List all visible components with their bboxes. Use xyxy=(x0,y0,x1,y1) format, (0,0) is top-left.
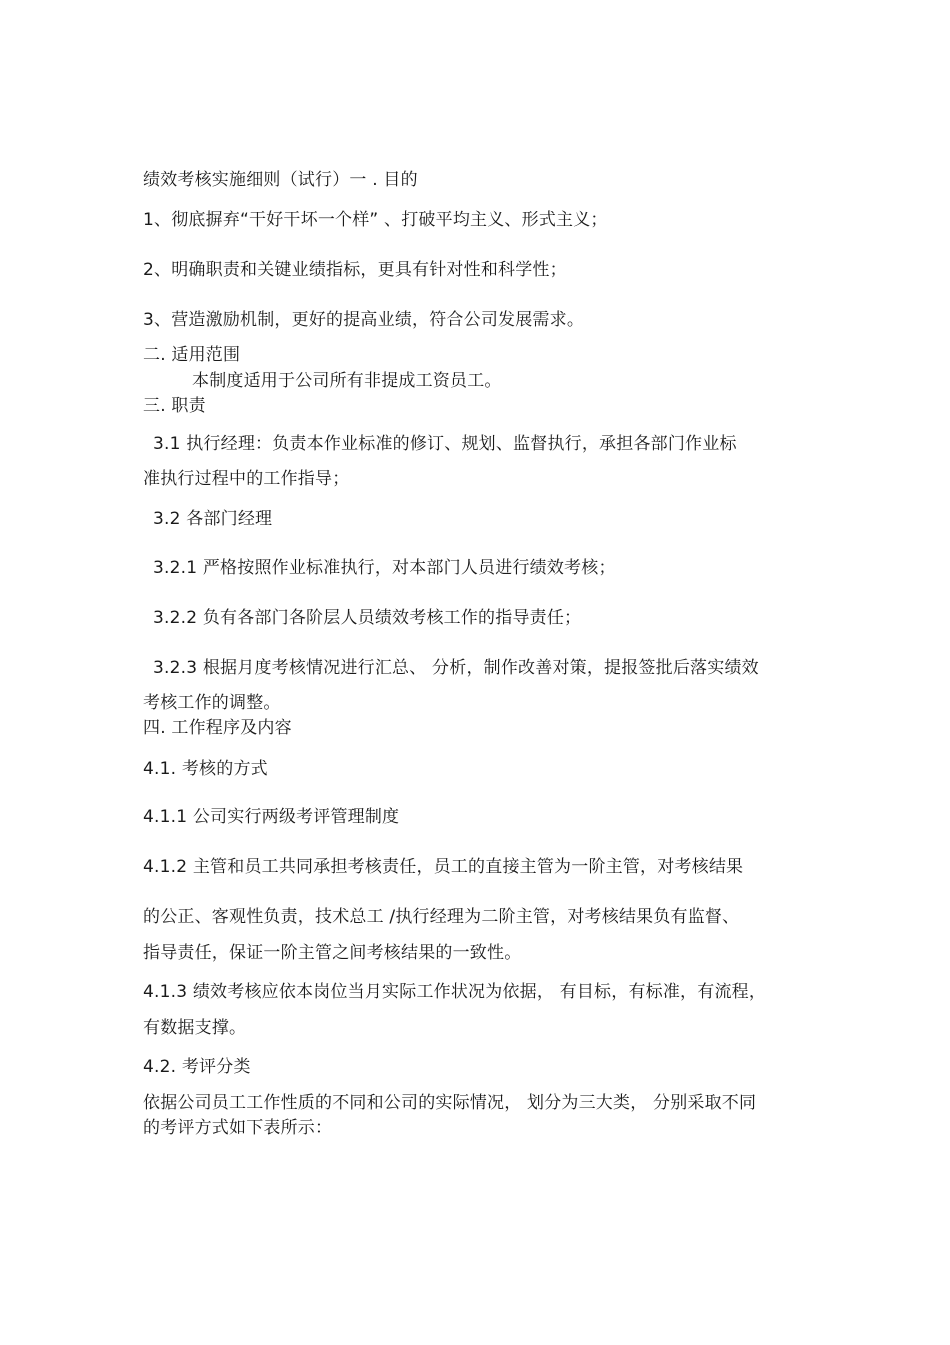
section-4-1-3-line-2: 有数据支撑。 xyxy=(143,1018,247,1038)
duty-3-1-line-1: 3.1 执行经理：负责本作业标准的修订、规划、监督执行，承担各部门作业标 xyxy=(153,434,737,454)
duty-3-2-3-line-1: 3.2.3 根据月度考核情况进行汇总、 分析，制作改善对策，提报签批后落实绩效 xyxy=(153,658,759,678)
purpose-item-2: 2、明确职责和关键业绩指标，更具有针对性和科学性； xyxy=(143,260,567,280)
section-4-1: 4.1. 考核的方式 xyxy=(143,759,268,779)
duty-3-2-2: 3.2.2 负有各部门各阶层人员绩效考核工作的指导责任； xyxy=(153,608,582,628)
purpose-item-3: 3、营造激励机制，更好的提高业绩，符合公司发展需求。 xyxy=(143,310,585,330)
section-4-1-2-line-3: 指导责任，保证一阶主管之间考核结果的一致性。 xyxy=(143,943,522,963)
procedure-heading: 四. 工作程序及内容 xyxy=(143,718,292,738)
duty-3-1-line-2: 准执行过程中的工作指导； xyxy=(143,469,350,489)
duties-heading: 三. 职责 xyxy=(143,396,206,416)
document-title: 绩效考核实施细则（试行）一 . 目的 xyxy=(143,170,418,190)
duty-3-2-1: 3.2.1 严格按照作业标准执行，对本部门人员进行绩效考核； xyxy=(153,558,616,578)
purpose-item-1: 1、彻底摒弃“干好干坏一个样” 、打破平均主义、形式主义； xyxy=(143,210,608,230)
section-4-1-3-line-1: 4.1.3 绩效考核应依本岗位当月实际工作状况为依据， 有目标，有标准，有流程， xyxy=(143,982,767,1002)
scope-heading: 二. 适用范围 xyxy=(143,345,241,365)
section-4-2-line-1: 依据公司员工工作性质的不同和公司的实际情况， 划分为三大类， 分别采取不同 xyxy=(143,1093,757,1113)
section-4-2-line-2: 的考评方式如下表所示： xyxy=(143,1118,333,1138)
duty-3-2-3-line-2: 考核工作的调整。 xyxy=(143,693,281,713)
section-4-2: 4.2. 考评分类 xyxy=(143,1057,251,1077)
section-4-1-1: 4.1.1 公司实行两级考评管理制度 xyxy=(143,807,400,827)
section-4-1-2-line-1: 4.1.2 主管和员工共同承担考核责任，员工的直接主管为一阶主管，对考核结果 xyxy=(143,857,744,877)
section-4-1-2-line-2: 的公正、客观性负责，技术总工 /执行经理为二阶主管，对考核结果负有监督、 xyxy=(143,907,740,927)
duty-3-2: 3.2 各部门经理 xyxy=(153,509,273,529)
scope-text: 本制度适用于公司所有非提成工资员工。 xyxy=(192,371,502,391)
